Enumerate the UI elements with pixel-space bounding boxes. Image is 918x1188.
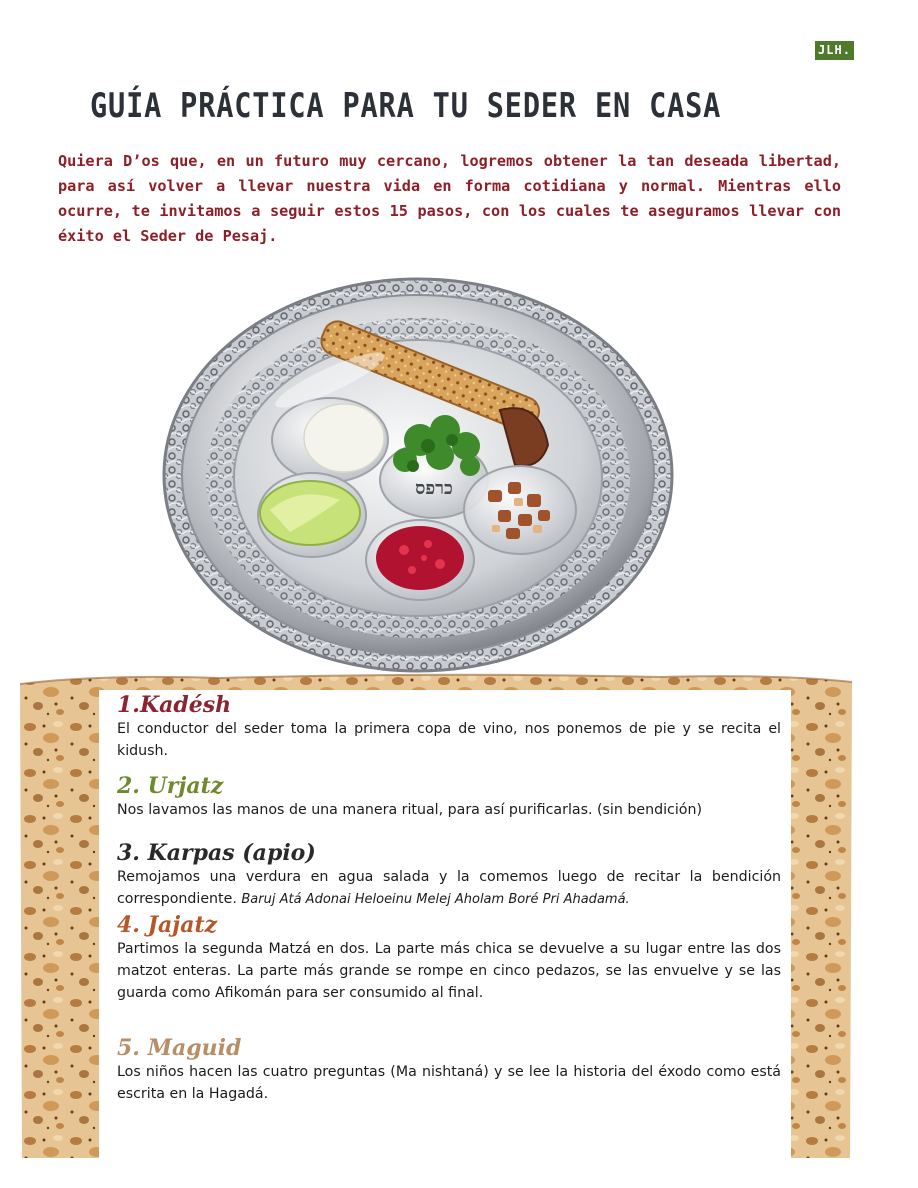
step-title: 2. Urjatz	[117, 773, 224, 799]
steps-list	[117, 692, 781, 1105]
step-text: Nos lavamos las manos de una manera ritual, para así purificarlas. (sin bendición)	[117, 802, 702, 818]
step-title: 5. Maguid	[117, 1035, 242, 1061]
initials-badge: JLH.	[815, 41, 854, 60]
step-5	[117, 1035, 781, 1105]
step-text: Partimos la segunda Matzá en dos. La parte más chica se devuelve a su lugar entre las dos matzot enteras. La parte más grande se rompe en cinco pedazos, se las envuelve y se las guarda como Afikomán para ser consumido al final.	[117, 941, 781, 1001]
step-text	[117, 866, 781, 911]
plate-hebrew-label: כרפס	[415, 478, 453, 499]
page-title: GUÍA PRÁCTICA PARA TU SEDER EN CASA	[90, 86, 722, 126]
step-title: 1.Kadésh	[117, 692, 232, 718]
step-text-main: Remojamos una verdura en agua salada y la comemos luego de recitar la bendición correspondiente.	[117, 869, 781, 907]
step-title: 4. Jajatz	[117, 912, 218, 938]
seder-plate-image	[0, 270, 918, 690]
step-title: 3. Karpas (apio)	[117, 840, 316, 866]
step-text: Los niños hacen las cuatro preguntas (Ma nishtaná) y se lee la historia del éxodo como está escrita en la Hagadá.	[117, 1064, 781, 1102]
step-1	[117, 692, 781, 762]
step-3	[117, 840, 781, 911]
step-text: El conductor del seder toma la primera copa de vino, nos ponemos de pie y se recita el kidush.	[117, 721, 781, 759]
blessing-text: Baruj Atá Adonai Heloeinu Melej Aholam Boré Pri Ahadamá.	[241, 892, 630, 907]
step-4	[117, 912, 781, 1004]
step-2	[117, 773, 781, 821]
intro-paragraph: Quiera D’os que, en un futuro muy cercano, logremos obtener la tan deseada libertad, para así volver a llevar nuestra vida en forma cotidiana y normal. Mientras ello ocurre, te invitamos a seguir estos 15 pasos, con los cuales te aseguramos llevar con éxito el Seder de Pesaj.	[58, 152, 841, 245]
